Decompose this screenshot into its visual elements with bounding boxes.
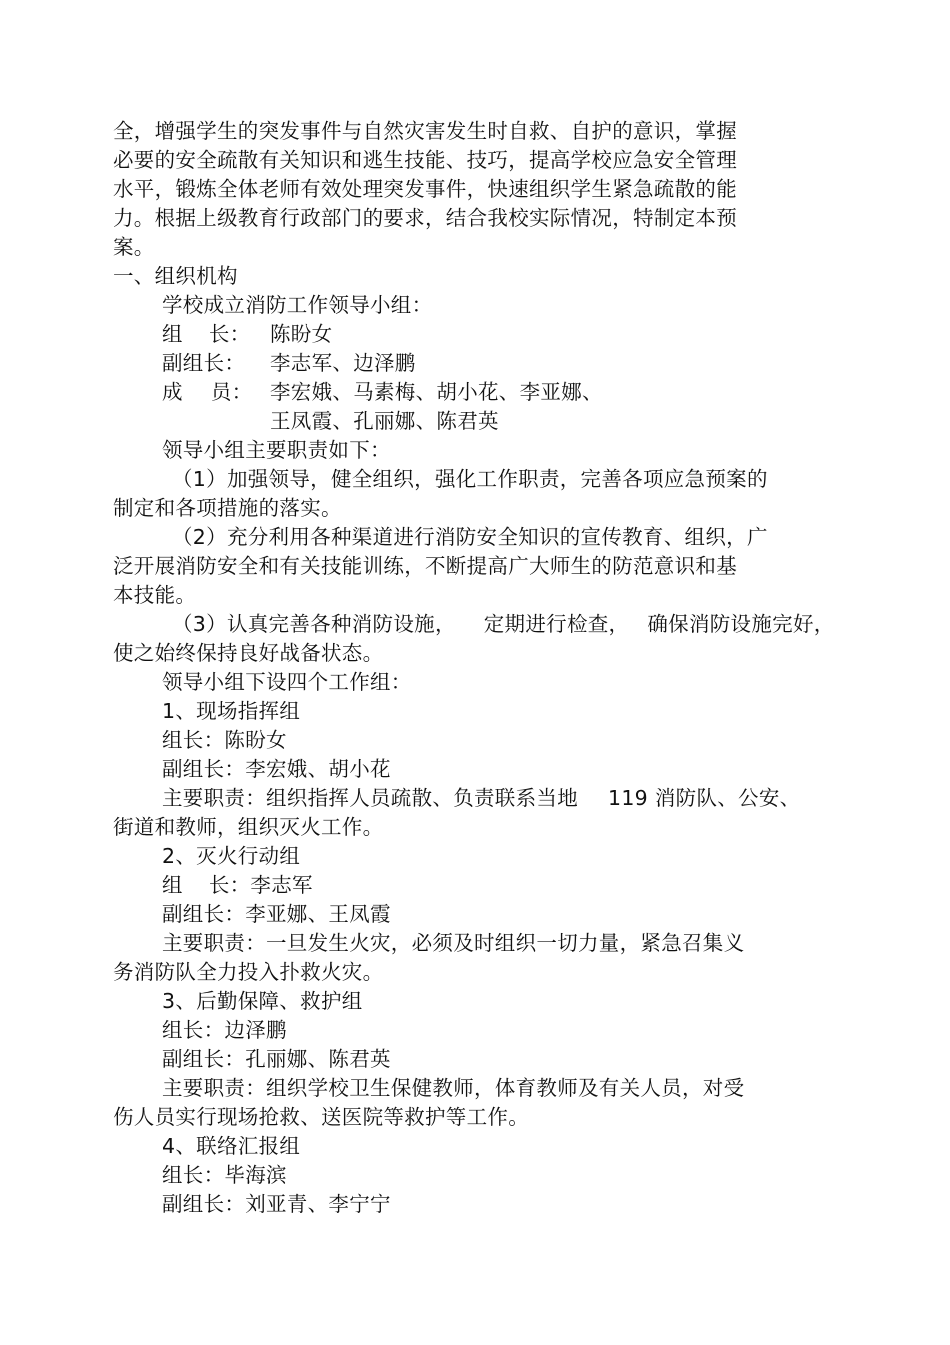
section-heading: 一、组织机构 <box>113 264 238 288</box>
leader-value: 陈盼女 <box>270 322 333 346</box>
members-label <box>162 378 270 407</box>
group-1-duty-line-1 <box>162 784 800 813</box>
group-3-title: 3、后勤保障、救护组 <box>162 989 363 1013</box>
group-2-deputy: 副组长：李亚娜、王凤霞 <box>162 902 391 926</box>
deputy-row <box>162 349 416 378</box>
group-4-title: 4、联络汇报组 <box>162 1134 301 1158</box>
group-1-leader: 组长：陈盼女 <box>162 728 287 752</box>
group-1-duty-b: 119 消防队、公安、 <box>608 786 801 810</box>
duty-2-line-1: （2）充分利用各种渠道进行消防安全知识的宣传教育、组织，广 <box>172 525 768 549</box>
intro-line-5: 案。 <box>113 235 155 259</box>
group-3-duty-line-2: 伤人员实行现场抢救、送医院等救护等工作。 <box>113 1105 529 1129</box>
group-4-leader: 组长：毕海滨 <box>162 1163 287 1187</box>
group-1-deputy: 副组长：李宏娥、胡小花 <box>162 757 391 781</box>
members-value-2: 王凤霞、孔丽娜、陈君英 <box>270 409 499 433</box>
members-label-char: 成 <box>162 380 183 404</box>
deputy-value: 李志军、边泽鹏 <box>270 351 416 375</box>
duty-3-part-a: （3）认真完善各种消防设施， <box>172 612 456 636</box>
intro-line-2: 必要的安全疏散有关知识和逃生技能、技巧，提高学校应急安全管理 <box>113 148 737 172</box>
members-label-rest: 员： <box>210 380 253 404</box>
intro-line-3: 水平，锻炼全体老师有效处理突发事件，快速组织学生紧急疏散的能 <box>113 177 737 201</box>
members-value-1: 李宏娥、马素梅、胡小花、李亚娜、 <box>270 380 603 404</box>
group-2-duty-line-1: 主要职责：一旦发生火灾，必须及时组织一切力量，紧急召集义 <box>162 931 745 955</box>
deputy-label: 副组长： <box>162 351 246 375</box>
duties-intro: 领导小组主要职责如下： <box>162 438 391 462</box>
duty-3-part-b: 定期进行检查， <box>483 612 630 636</box>
group-2-title: 2、灭火行动组 <box>162 844 301 868</box>
leader-row <box>162 320 332 349</box>
duty-1-line-2: 制定和各项措施的落实。 <box>113 496 342 520</box>
group-2-leader-char: 组 <box>162 873 183 897</box>
duty-3-part-c: 确保消防设施完好， <box>647 612 835 636</box>
duty-2-line-2: 泛开展消防安全和有关技能训练，不断提高广大师生的防范意识和基 <box>113 554 737 578</box>
group-3-deputy: 副组长：孔丽娜、陈君英 <box>162 1047 391 1071</box>
group-4-deputy: 副组长：刘亚青、李宁宁 <box>162 1192 391 1216</box>
duty-1-line-1: （1）加强领导，健全组织，强化工作职责，完善各项应急预案的 <box>172 467 768 491</box>
group-2-leader-rest: 长：李志军 <box>208 873 313 897</box>
group-3-leader: 组长：边泽鹏 <box>162 1018 287 1042</box>
group-1-duty-line-2: 街道和教师，组织灭火工作。 <box>113 815 384 839</box>
leader-label <box>162 320 270 349</box>
duty-2-line-3: 本技能。 <box>113 583 197 607</box>
group-2-leader <box>162 871 313 900</box>
group-3-duty-line-1: 主要职责：组织学校卫生保健教师，体育教师及有关人员，对受 <box>162 1076 745 1100</box>
groups-intro: 领导小组下设四个工作组： <box>162 670 412 694</box>
leader-label-rest: 长： <box>208 322 251 346</box>
intro-line-1: 全，增强学生的突发事件与自然灾害发生时自救、自护的意识，掌握 <box>113 119 737 143</box>
intro-line-4: 力。根据上级教育行政部门的要求，结合我校实际情况，特制定本预 <box>113 206 737 230</box>
duty-3-line-2: 使之始终保持良好战备状态。 <box>113 641 384 665</box>
leadership-intro: 学校成立消防工作领导小组： <box>162 293 433 317</box>
group-2-duty-line-2: 务消防队全力投入扑救火灾。 <box>113 960 384 984</box>
duty-3-line-1 <box>172 610 835 639</box>
leader-label-char: 组 <box>162 322 183 346</box>
group-1-title: 1、现场指挥组 <box>162 699 301 723</box>
members-row <box>162 378 603 407</box>
group-1-duty-a: 主要职责：组织指挥人员疏散、负责联系当地 <box>162 786 578 810</box>
